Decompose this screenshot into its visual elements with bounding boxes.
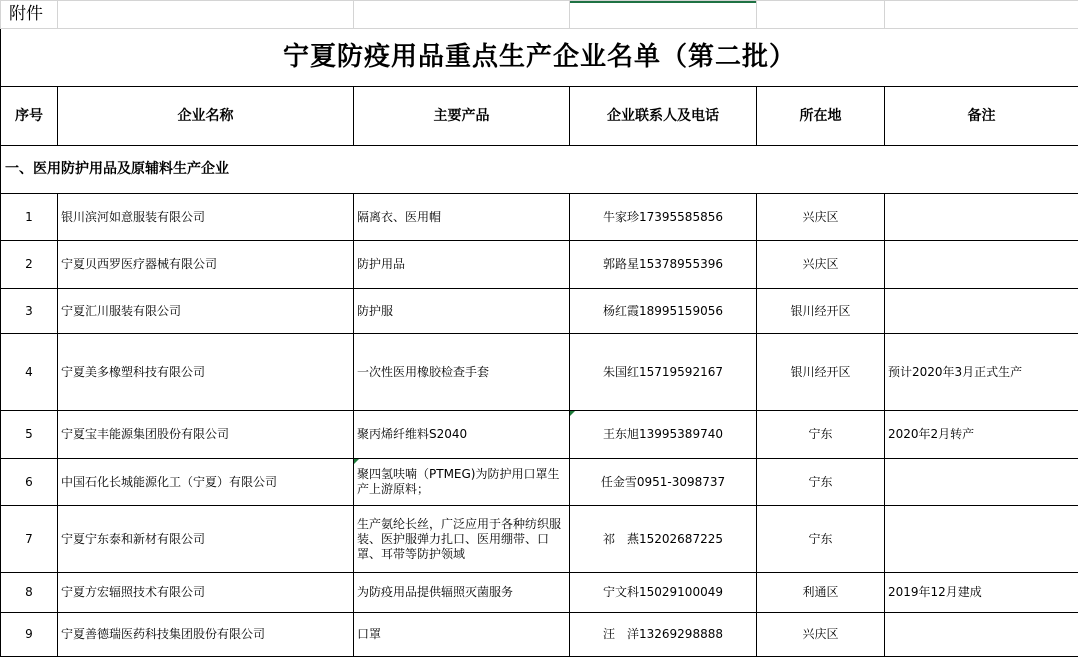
attachment-row	[1, 1, 1078, 29]
cell-empty[interactable]	[757, 1, 885, 29]
header-seq[interactable]: 序号	[1, 87, 58, 146]
row-seq[interactable]: 2	[1, 241, 58, 289]
table-row	[1, 613, 1078, 657]
row-location[interactable]: 兴庆区	[757, 241, 885, 289]
row-seq[interactable]: 4	[1, 334, 58, 411]
row-note[interactable]	[885, 241, 1078, 289]
section-title[interactable]: 一、医用防护用品及原辅料生产企业	[1, 146, 1078, 194]
header-contact[interactable]: 企业联系人及电话	[570, 87, 757, 146]
table-row	[1, 459, 1078, 506]
header-location[interactable]: 所在地	[757, 87, 885, 146]
row-contact[interactable]	[570, 411, 757, 459]
row-note[interactable]	[885, 613, 1078, 657]
section-row	[1, 146, 1078, 194]
row-location[interactable]: 利通区	[757, 573, 885, 613]
cell-empty[interactable]	[354, 1, 570, 29]
row-seq[interactable]: 9	[1, 613, 58, 657]
row-contact[interactable]: 宁文科15029100049	[570, 573, 757, 613]
row-product[interactable]: 隔离衣、医用帽	[354, 194, 570, 241]
row-contact[interactable]: 牛家珍17395585856	[570, 194, 757, 241]
row-location[interactable]: 银川经开区	[757, 334, 885, 411]
title-row	[1, 29, 1078, 87]
cell-empty[interactable]	[58, 1, 354, 29]
row-location[interactable]: 兴庆区	[757, 613, 885, 657]
row-company[interactable]: 宁夏方宏辐照技术有限公司	[58, 573, 354, 613]
cell-selected-column[interactable]	[570, 1, 757, 29]
row-contact[interactable]: 朱国红15719592167	[570, 334, 757, 411]
row-location[interactable]: 宁东	[757, 411, 885, 459]
table-row	[1, 241, 1078, 289]
row-contact[interactable]: 杨红霞18995159056	[570, 289, 757, 334]
row-product[interactable]: 防护服	[354, 289, 570, 334]
row-location[interactable]: 兴庆区	[757, 194, 885, 241]
table-row	[1, 194, 1078, 241]
row-company[interactable]: 宁夏善德瑞医药科技集团股份有限公司	[58, 613, 354, 657]
header-note[interactable]: 备注	[885, 87, 1078, 146]
table-row	[1, 411, 1078, 459]
row-contact[interactable]: 祁 燕15202687225	[570, 506, 757, 573]
row-contact[interactable]: 汪 洋13269298888	[570, 613, 757, 657]
row-product[interactable]	[354, 459, 570, 506]
row-seq[interactable]: 1	[1, 194, 58, 241]
table-row	[1, 506, 1078, 573]
row-seq[interactable]: 8	[1, 573, 58, 613]
row-note[interactable]: 预计2020年3月正式生产	[885, 334, 1078, 411]
row-location[interactable]: 宁东	[757, 459, 885, 506]
row-contact-text: 王东旭13995389740	[603, 427, 723, 441]
row-contact[interactable]: 郭路星15378955396	[570, 241, 757, 289]
row-seq[interactable]: 5	[1, 411, 58, 459]
row-contact[interactable]: 任金雪0951-3098737	[570, 459, 757, 506]
row-location[interactable]: 银川经开区	[757, 289, 885, 334]
row-note[interactable]	[885, 289, 1078, 334]
row-note[interactable]	[885, 194, 1078, 241]
header-product[interactable]: 主要产品	[354, 87, 570, 146]
selection-indicator	[570, 1, 756, 3]
table-row	[1, 289, 1078, 334]
row-company[interactable]: 宁夏贝西罗医疗器械有限公司	[58, 241, 354, 289]
row-product-text: 聚四氢呋喃（PTMEG)为防护用口罩生产上游原料；	[357, 467, 559, 496]
row-product[interactable]: 口罩	[354, 613, 570, 657]
attachment-label[interactable]: 附件	[1, 1, 58, 29]
row-product[interactable]: 聚丙烯纤维料S2040	[354, 411, 570, 459]
comment-marker-icon	[354, 459, 359, 464]
row-company[interactable]: 银川滨河如意服装有限公司	[58, 194, 354, 241]
row-location[interactable]: 宁东	[757, 506, 885, 573]
row-seq[interactable]: 6	[1, 459, 58, 506]
header-company[interactable]: 企业名称	[58, 87, 354, 146]
row-note[interactable]	[885, 506, 1078, 573]
header-row	[1, 87, 1078, 146]
row-company[interactable]: 中国石化长城能源化工（宁夏）有限公司	[58, 459, 354, 506]
row-seq[interactable]: 7	[1, 506, 58, 573]
row-product[interactable]: 一次性医用橡胶检查手套	[354, 334, 570, 411]
row-company[interactable]: 宁夏宝丰能源集团股份有限公司	[58, 411, 354, 459]
cell-empty[interactable]	[885, 1, 1078, 29]
row-product[interactable]: 为防疫用品提供辐照灭菌服务	[354, 573, 570, 613]
row-note[interactable]	[885, 459, 1078, 506]
row-note[interactable]: 2020年2月转产	[885, 411, 1078, 459]
row-seq[interactable]: 3	[1, 289, 58, 334]
row-company[interactable]: 宁夏宁东泰和新材有限公司	[58, 506, 354, 573]
document-title[interactable]: 宁夏防疫用品重点生产企业名单（第二批）	[1, 29, 1078, 87]
row-company[interactable]: 宁夏美多橡塑科技有限公司	[58, 334, 354, 411]
comment-marker-icon	[570, 411, 575, 416]
row-product[interactable]: 生产氨纶长丝，广泛应用于各种纺织服装、医护服弹力扎口、医用绷带、口罩、耳带等防护领域	[354, 506, 570, 573]
table-row	[1, 573, 1078, 613]
row-company[interactable]: 宁夏汇川服装有限公司	[58, 289, 354, 334]
row-note[interactable]: 2019年12月建成	[885, 573, 1078, 613]
row-product[interactable]: 防护用品	[354, 241, 570, 289]
table-row	[1, 334, 1078, 411]
